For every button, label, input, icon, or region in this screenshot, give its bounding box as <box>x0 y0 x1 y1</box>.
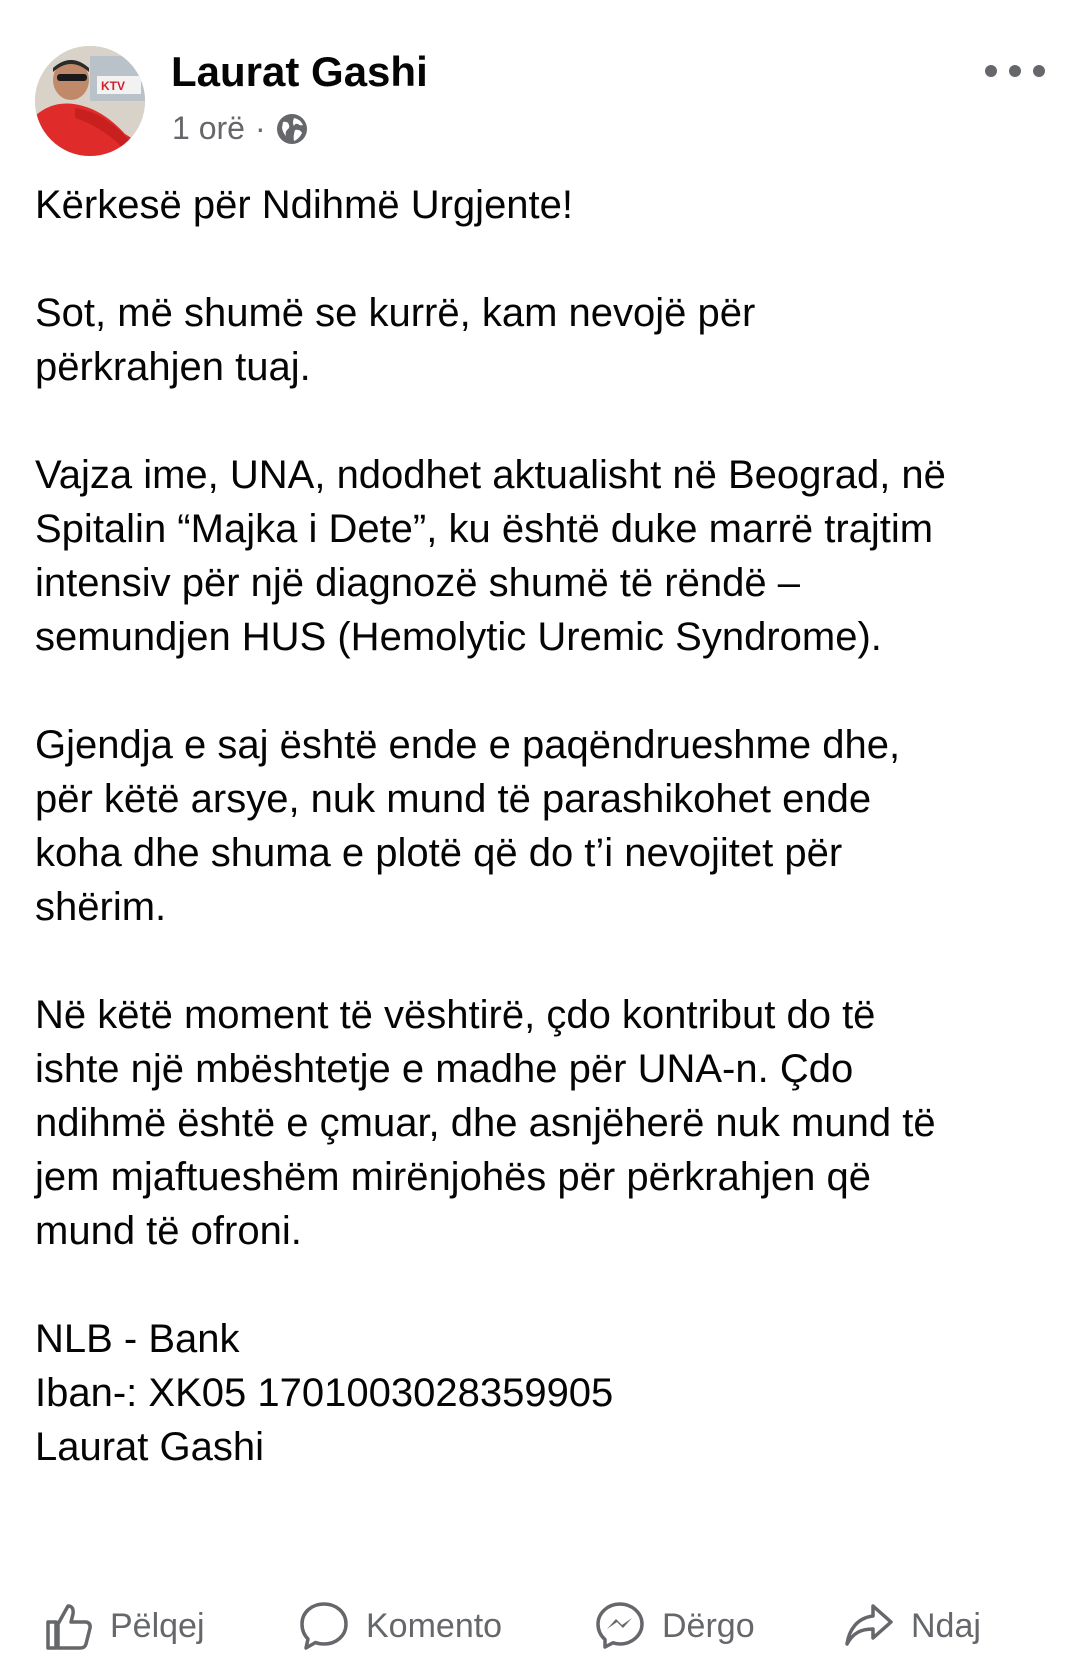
text-line: mund të ofroni. <box>35 1209 302 1253</box>
post-paragraph <box>35 1312 1055 1474</box>
profile-photo-icon <box>35 46 145 156</box>
text-line: NLB - Bank <box>35 1317 240 1361</box>
avatar[interactable] <box>35 46 145 156</box>
post-paragraph <box>35 988 1055 1258</box>
thumbs-up-icon <box>42 1600 94 1652</box>
comment-bubble-icon <box>298 1600 350 1652</box>
text-line: Spitalin “Majka i Dete”, ku është duke marrë trajtim <box>35 507 934 551</box>
comment-label: Komento <box>366 1606 503 1645</box>
post-paragraph <box>35 178 1055 232</box>
post-paragraph <box>35 718 1055 934</box>
author-name[interactable]: Laurat Gashi <box>171 48 428 95</box>
more-options-icon <box>985 65 997 77</box>
post-header <box>35 46 1045 161</box>
more-options-icon <box>1009 65 1021 77</box>
text-line: përkrahjen tuaj. <box>35 345 311 389</box>
messenger-icon <box>594 1600 646 1652</box>
post-timestamp[interactable]: 1 orë <box>172 110 245 146</box>
post-paragraph <box>35 448 1055 664</box>
text-line: intensiv për një diagnozë shumë të rëndë – <box>35 561 800 605</box>
text-line: ishte një mbështetje e madhe për UNA-n. Çdo <box>35 1047 854 1091</box>
text-line: Në këtë moment të vështirë, çdo kontribut do të <box>35 993 876 1037</box>
more-options-button[interactable] <box>985 56 1045 86</box>
share-label: Ndaj <box>911 1606 981 1645</box>
more-options-icon <box>1033 65 1045 77</box>
text-line: semundjen HUS (Hemolytic Uremic Syndrome). <box>35 615 882 659</box>
text-line: shërim. <box>35 885 167 929</box>
text-line: Laurat Gashi <box>35 1425 265 1469</box>
send-button[interactable] <box>594 1600 755 1652</box>
text-line: Vajza ime, UNA, ndodhet aktualisht në Beograd, në <box>35 453 946 497</box>
like-button[interactable] <box>42 1600 205 1652</box>
globe-icon[interactable] <box>276 113 308 145</box>
text-line: Iban-: XK05 1701003028359905 <box>35 1371 614 1415</box>
text-line: jem mjaftueshëm mirënjohës për përkrahjen që <box>35 1155 871 1199</box>
text-line: ndihmë është e çmuar, dhe asnjëherë nuk mund të <box>35 1101 936 1145</box>
post-paragraph <box>35 286 1055 394</box>
svg-text:KTV: KTV <box>101 79 125 93</box>
like-label: Pëlqej <box>110 1606 205 1645</box>
text-line: Sot, më shumë se kurrë, kam nevojë për <box>35 291 756 335</box>
post-actions-bar <box>0 1600 1080 1670</box>
send-label: Dërgo <box>662 1606 755 1645</box>
text-line: Kërkesë për Ndihmë Urgjente! <box>35 183 574 227</box>
text-line: për këtë arsye, nuk mund të parashikohet ende <box>35 777 872 821</box>
post-body <box>35 178 1055 1474</box>
text-line: koha dhe shuma e plotë që do t’i nevojitet për <box>35 831 843 875</box>
meta-separator: · <box>254 110 266 146</box>
share-arrow-icon <box>843 1600 895 1652</box>
share-button[interactable] <box>843 1600 981 1652</box>
comment-button[interactable] <box>298 1600 502 1652</box>
post-meta <box>172 110 308 147</box>
text-line: Gjendja e saj është ende e paqëndrueshme dhe, <box>35 723 901 767</box>
